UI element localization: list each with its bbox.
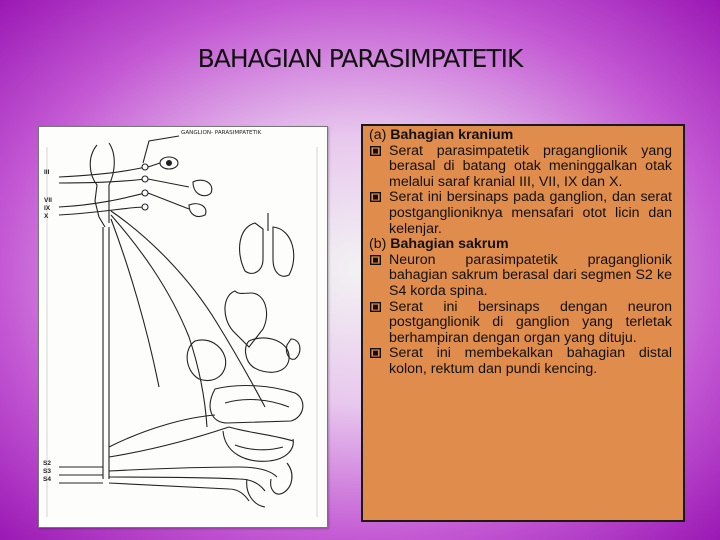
section-title-b: Bahagian sakrum <box>390 236 509 253</box>
parasympathetic-diagram <box>38 126 328 528</box>
bullet-text: Serat parasimpatetik praganglionik yang berasal di batang otak meninggalkan otak melalui saraf kranial III, VII, IX dan X. <box>389 142 672 190</box>
bullet-item <box>369 253 672 300</box>
bullet-item <box>369 190 672 237</box>
bullet-item <box>369 346 672 377</box>
cranial-label-vii: VII <box>44 197 52 204</box>
cranial-label-ix: IX <box>44 205 51 212</box>
sacral-label-s4: S4 <box>43 476 51 483</box>
square-checkbox-icon <box>369 302 381 312</box>
square-checkbox-icon <box>369 255 381 265</box>
diagram-legend-label: GANGLION- PARASIMPATETIK <box>181 130 262 136</box>
bullet-item <box>369 144 672 191</box>
cranial-label-iii: III <box>44 169 50 176</box>
section-heading-a <box>369 128 672 144</box>
square-checkbox-icon <box>369 146 381 156</box>
square-checkbox-icon <box>369 348 381 358</box>
text-panel <box>361 124 685 522</box>
section-prefix-b: (b) <box>369 236 387 253</box>
bullet-text: Serat ini bersinaps dengan neuron postganglionik di ganglion yang terletak berhampiran dengan organ yang dituju. <box>389 298 672 346</box>
bullet-item <box>369 300 672 347</box>
bullet-text: Neuron parasimpatetik praganglionik bahagian sakrum berasal dari segmen S2 ke S4 korda spina. <box>389 251 672 299</box>
bullet-text: Serat ini bersinaps pada ganglion, dan serat postganglioniknya mensafari otot licin dan kelenjar. <box>389 189 672 237</box>
sacral-label-s3: S3 <box>43 468 51 475</box>
diagram-illustration <box>39 127 327 527</box>
section-prefix-a: (a) <box>369 127 387 143</box>
slide-title: BAHAGIAN PARASIMPATETIK <box>197 44 523 73</box>
bullet-text: Serat ini membekalkan bahagian distal kolon, rektum dan pundi kencing. <box>389 345 672 377</box>
section-heading-b <box>369 237 672 253</box>
cranial-label-x: X <box>44 213 49 220</box>
square-checkbox-icon <box>369 192 381 202</box>
sacral-label-s2: S2 <box>43 460 51 467</box>
section-title-a: Bahagian kranium <box>390 127 514 143</box>
